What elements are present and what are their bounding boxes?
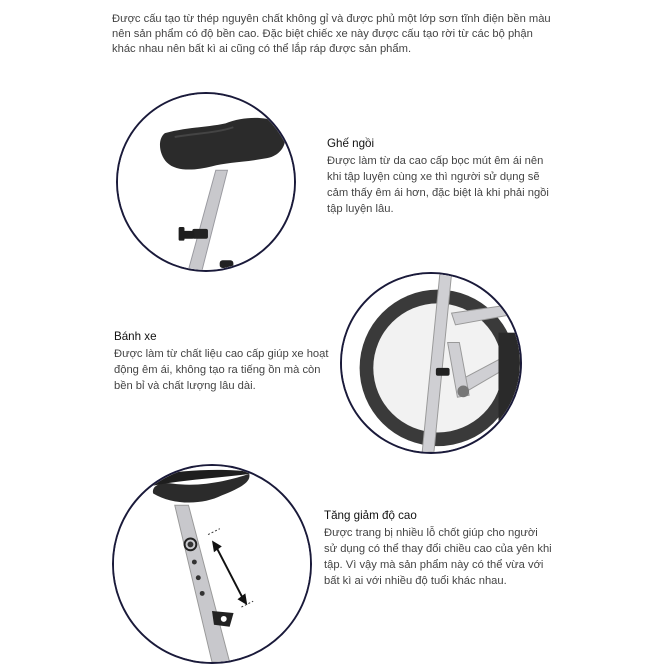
height-title: Tăng giảm độ cao <box>324 509 417 522</box>
seat-image <box>116 92 296 272</box>
seat-description: Được làm từ da cao cấp bọc mút êm ái nên khi tập luyện cùng xe thì người sử dụng sẽ cảm thấy êm ái hơn, đặc biệt là khi phải ngồi tập luyện lâu. <box>327 155 549 215</box>
wheel-description: Được làm từ chất liệu cao cấp giúp xe hoạt động êm ái, không tạo ra tiếng ồn mà còn bền bỉ và chất lượng lâu dài. <box>114 348 329 392</box>
seat-section <box>327 136 552 217</box>
height-description: Được trang bị nhiều lỗ chốt giúp cho người sử dụng có thể thay đổi chiều cao của yên khi tập. Vì vậy mà sản phẩm này có thể vừa với bất kì ai với nhiều độ tuổi khác nhau. <box>324 527 552 587</box>
height-section <box>324 508 552 589</box>
seat-title: Ghế ngồi <box>327 137 375 150</box>
wheel-title: Bánh xe <box>114 330 157 343</box>
height-adjust-image <box>112 464 312 664</box>
wheel-image <box>340 272 522 454</box>
wheel-section <box>114 329 336 394</box>
intro-paragraph: Được cấu tạo từ thép nguyên chất không gỉ và được phủ một lớp sơn tĩnh điện bền màu nên sản phẩm có độ bền cao. Đặc biệt chiếc xe này được cấu tạo rời từ các bộ phận khác nhau nên bất kì ai cũng có thể lắp ráp được sản phẩm. <box>112 13 551 55</box>
